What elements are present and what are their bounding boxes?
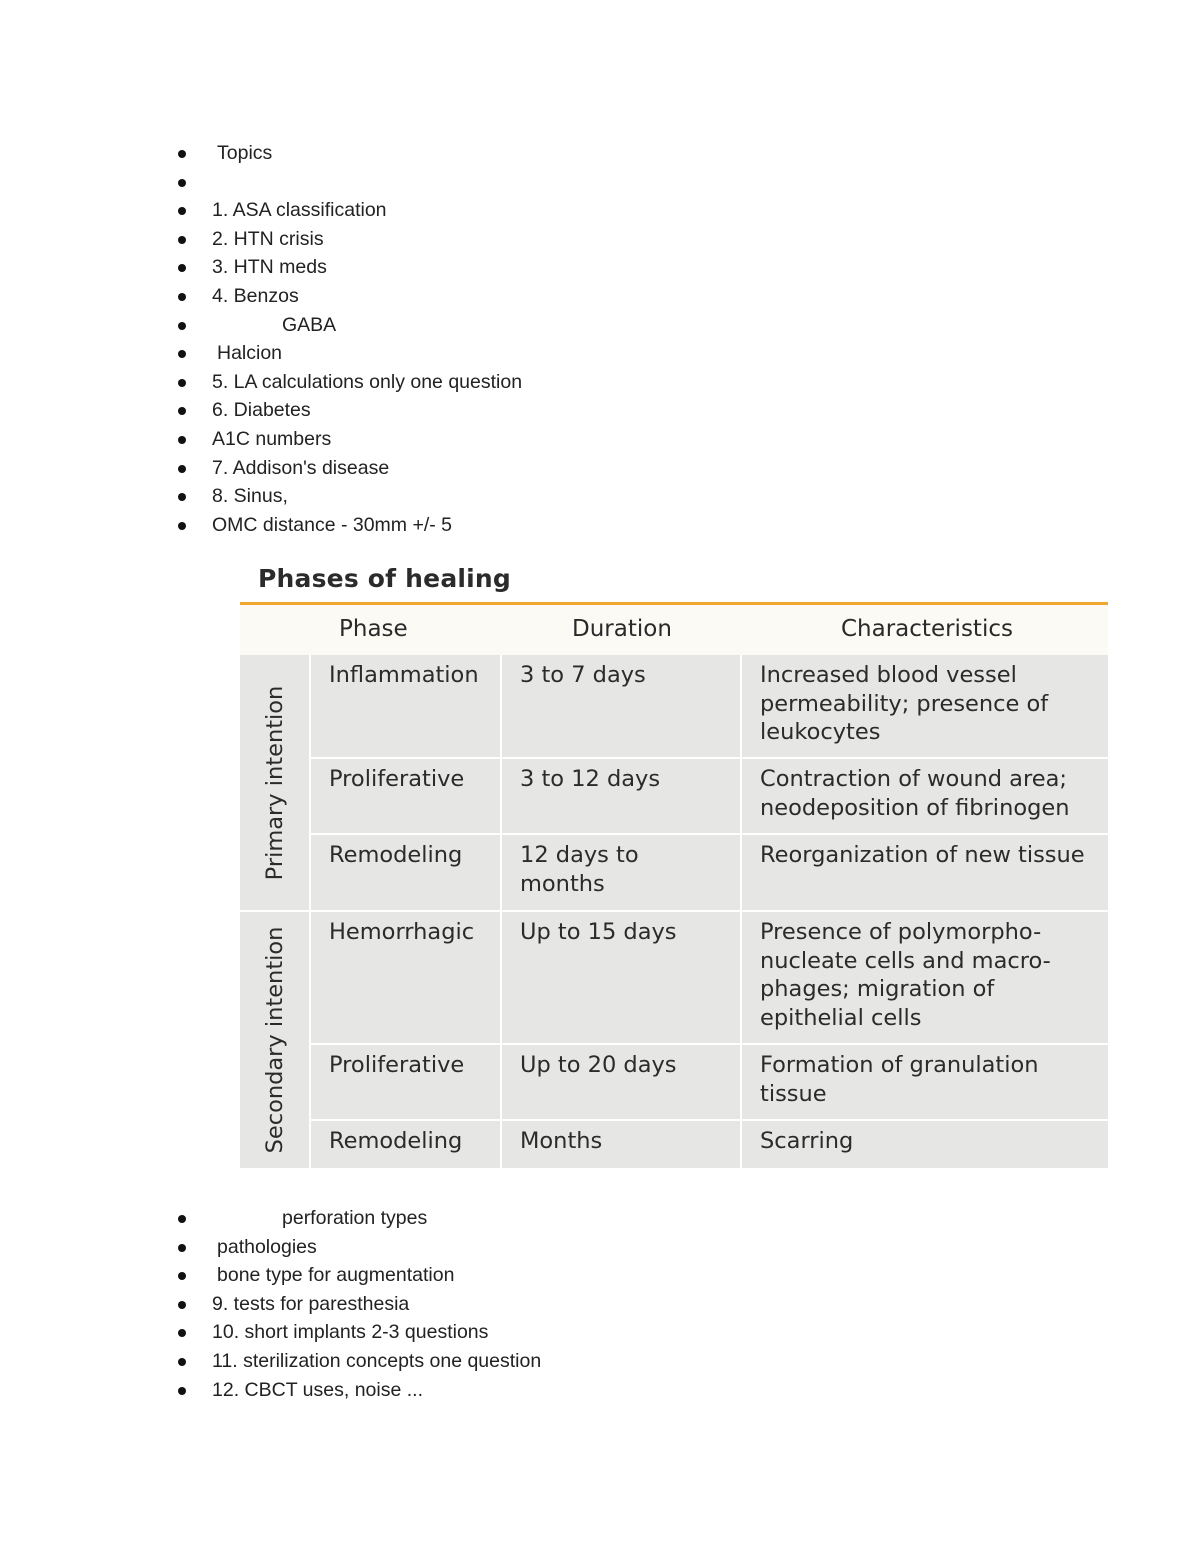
list-item-text: 10. short implants 2-3 questions	[212, 1321, 489, 1344]
table-cell-duration: Up to 15 days	[502, 912, 740, 1043]
bullet-dot-icon	[178, 436, 186, 444]
bullet-dot-icon	[178, 1272, 186, 1280]
list-item-text: 8. Sinus,	[212, 485, 288, 508]
list-item	[0, 339, 1200, 368]
table-cell-characteristics: Formation of granulation tissue	[742, 1045, 1108, 1119]
list-item-text: Topics	[217, 142, 273, 164]
list-item	[0, 396, 1200, 425]
list-item	[0, 425, 1200, 454]
list-item-text: perforation types	[282, 1207, 428, 1229]
list-item	[0, 1376, 1200, 1405]
list-item-text: 7. Addison's disease	[212, 456, 390, 479]
bullet-dot-icon	[178, 1329, 186, 1337]
group-label-cell	[240, 912, 309, 1168]
header-duration: Duration	[572, 616, 672, 642]
list-item	[0, 196, 1200, 225]
bullet-dot-icon	[178, 1215, 186, 1223]
bullet-dot-icon	[178, 236, 186, 244]
table-cell-duration: Months	[502, 1121, 740, 1168]
list-item	[0, 311, 1200, 340]
header-characteristics: Characteristics	[841, 616, 1013, 642]
bullet-dot-icon	[178, 322, 186, 330]
table-cell-characteristics: Reorganization of new tissue	[742, 835, 1108, 910]
table-cell-characteristics: Contraction of wound area; neodeposition of fibrinogen	[742, 759, 1108, 833]
list-item	[0, 253, 1200, 282]
list-item-text: GABA	[282, 313, 337, 336]
header-phase: Phase	[339, 616, 408, 642]
list-item	[0, 1318, 1200, 1347]
list-item	[0, 1290, 1200, 1319]
list-item	[0, 511, 1200, 540]
list-item	[0, 225, 1200, 254]
group-label: Secondary intention	[261, 926, 288, 1154]
list-item-text: 4. Benzos	[212, 284, 299, 307]
list-item-text: 1. ASA classification	[212, 199, 387, 222]
bullet-dot-icon	[178, 1358, 186, 1366]
table-cell-duration: 3 to 7 days	[502, 655, 740, 757]
group-label: Primary intention	[261, 685, 288, 880]
list-item	[0, 139, 1200, 168]
table-cell-phase: Hemorrhagic	[311, 912, 500, 1043]
table-body	[240, 655, 1108, 1168]
table-cell-duration: 3 to 12 days	[502, 759, 740, 833]
list-item	[0, 282, 1200, 311]
bullet-dot-icon	[178, 522, 186, 530]
group-label-cell	[240, 655, 309, 910]
list-item-text: bone type for augmentation	[217, 1264, 455, 1287]
table-cell-phase: Proliferative	[311, 759, 500, 833]
bullet-dot-icon	[178, 207, 186, 215]
list-item	[0, 368, 1200, 397]
list-item-text: OMC distance - 30mm +/- 5	[212, 513, 453, 536]
list-item-text: 12. CBCT uses, noise ...	[212, 1378, 423, 1401]
bullet-dot-icon	[178, 150, 186, 158]
list-item-text: 6. Diabetes	[212, 399, 311, 422]
list-item-text: 5. LA calculations only one question	[212, 370, 523, 393]
bullet-dot-icon	[178, 264, 186, 272]
table-cell-phase: Remodeling	[311, 835, 500, 910]
table-cell-characteristics: Presence of polymorpho- nucleate cells and macro- phages; migration of epithelial cells	[742, 912, 1108, 1043]
list-item-text: 9. tests for paresthesia	[212, 1292, 410, 1315]
bullet-dot-icon	[178, 1244, 186, 1252]
bullet-dot-icon	[178, 350, 186, 358]
bullet-dot-icon	[178, 1387, 186, 1395]
bullet-dot-icon	[178, 179, 186, 187]
list-item-text: Halcion	[217, 342, 283, 365]
list-item-text: 3. HTN meds	[212, 256, 327, 279]
bullet-dot-icon	[178, 1301, 186, 1309]
table-cell-phase: Proliferative	[311, 1045, 500, 1119]
table-cell-characteristics: Scarring	[742, 1121, 1108, 1168]
list-item-text: 11. sterilization concepts one question	[212, 1349, 542, 1372]
topics-list	[0, 139, 1200, 539]
bullet-dot-icon	[178, 493, 186, 501]
topics-list-continued	[0, 1204, 1200, 1404]
bullet-dot-icon	[178, 293, 186, 301]
list-item	[0, 1233, 1200, 1262]
list-item	[0, 454, 1200, 483]
bullet-dot-icon	[178, 407, 186, 415]
table-cell-duration: Up to 20 days	[502, 1045, 740, 1119]
table-title: Phases of healing	[258, 564, 512, 593]
table-cell-characteristics: Increased blood vessel permeability; presence of leukocytes	[742, 655, 1108, 757]
list-item	[0, 1204, 1200, 1233]
list-item	[0, 1261, 1200, 1290]
list-item-text: 2. HTN crisis	[212, 227, 324, 250]
table-cell-duration: 12 days to months	[502, 835, 740, 910]
bullet-dot-icon	[178, 465, 186, 473]
list-item-text: pathologies	[217, 1235, 317, 1258]
list-item	[0, 1347, 1200, 1376]
phases-of-healing-table	[240, 560, 1108, 1168]
list-item-text: A1C numbers	[212, 427, 332, 450]
table-cell-phase: Remodeling	[311, 1121, 500, 1168]
list-item	[0, 168, 1200, 197]
table-cell-phase: Inflammation	[311, 655, 500, 757]
bullet-dot-icon	[178, 379, 186, 387]
list-item	[0, 482, 1200, 511]
